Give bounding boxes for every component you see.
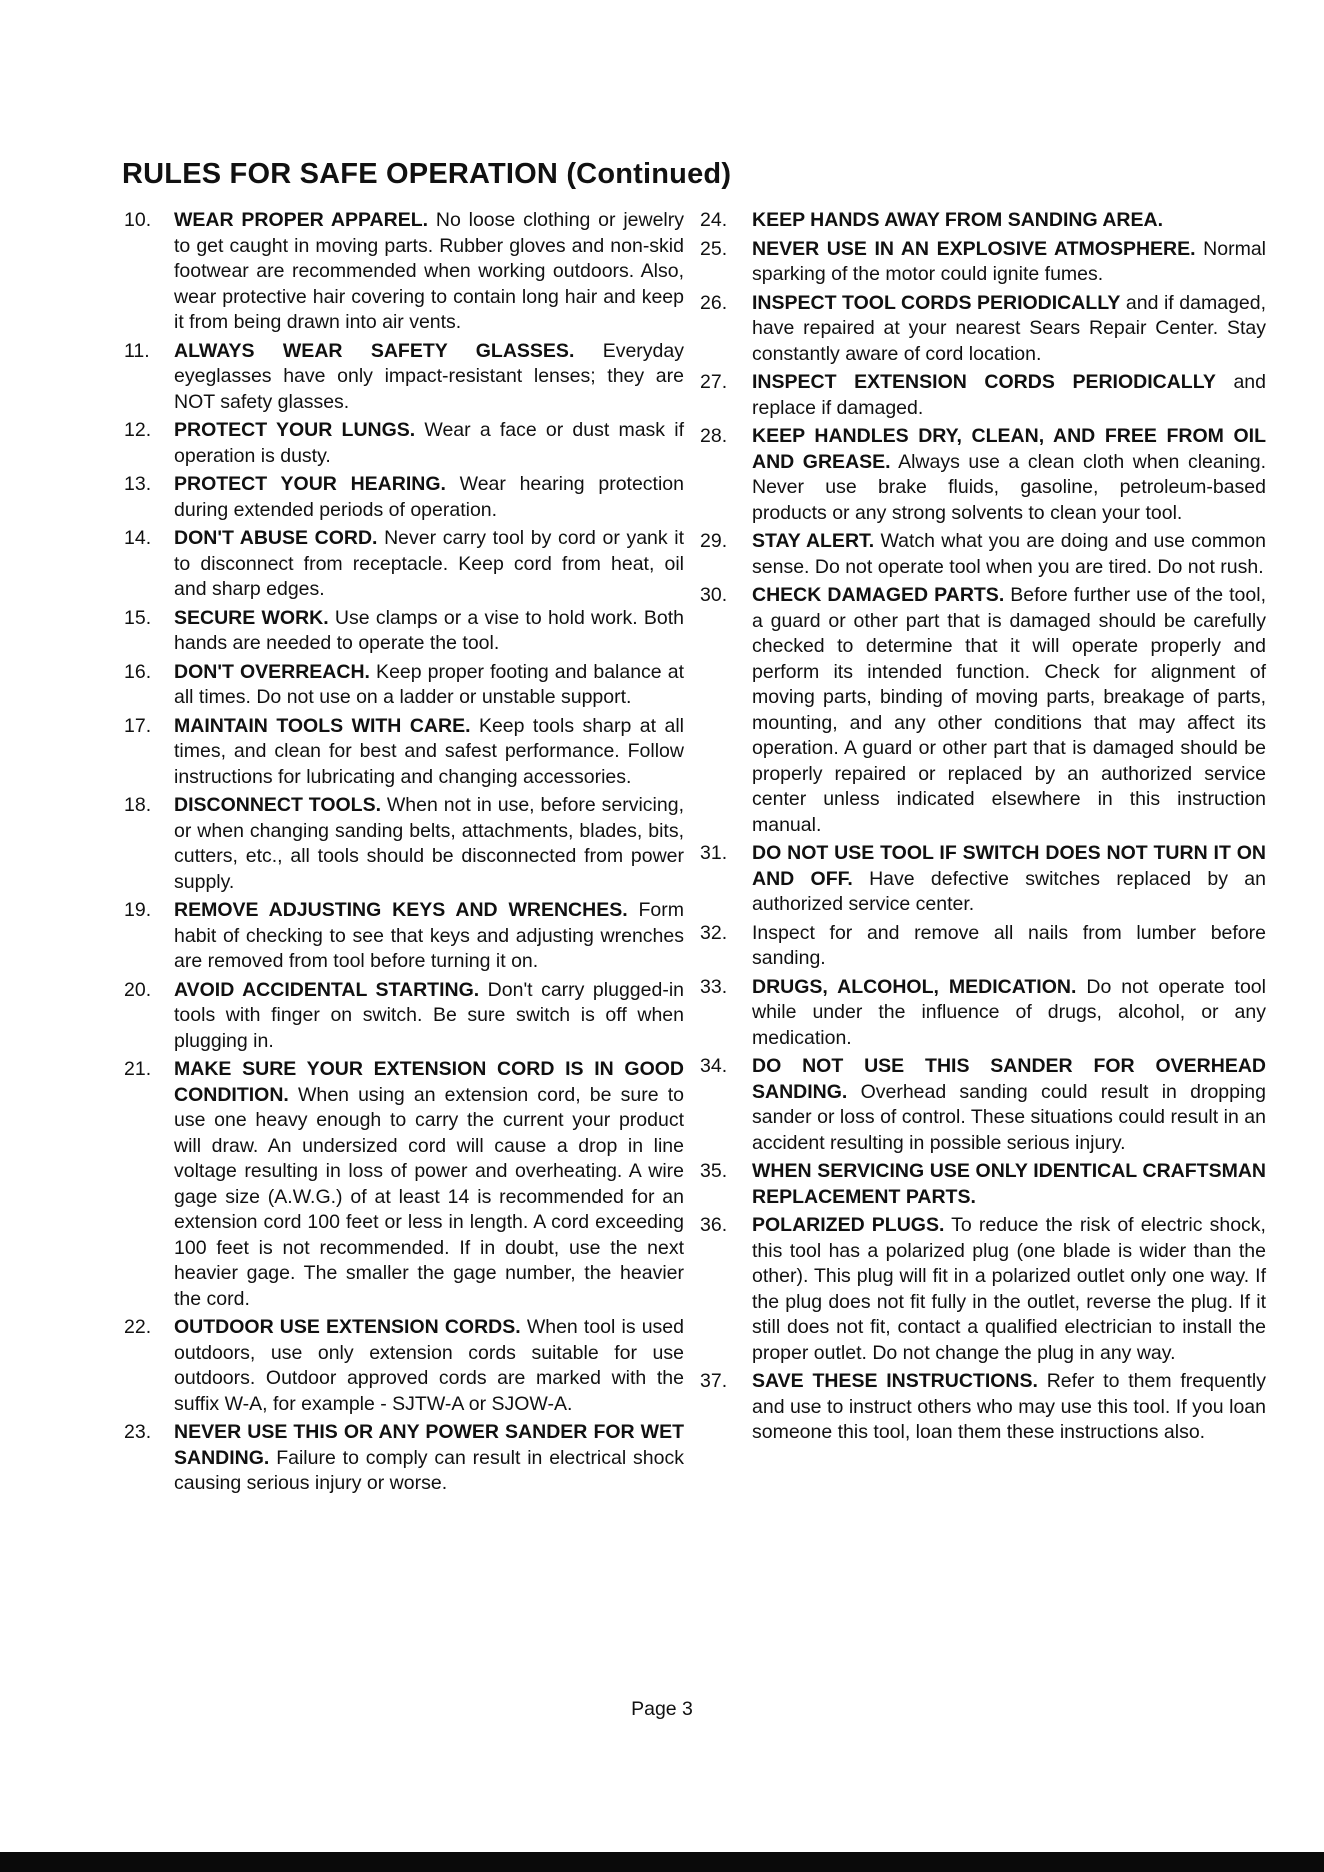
rule-number: 15. (124, 606, 152, 629)
rule-body: Wear hearing protection during extended periods of operation. (174, 473, 684, 521)
rule-body: To reduce the risk of electric shock, this tool has a polarized plug (one blade is wider than the other). This plug will fit in a polarized outlet only one way. If the plug does not fit fully in the outlet, reverse the plug. If it still does not fit, contact a qualified electrician to install the proper outlet. Do not change the plug in any way. (752, 1214, 1266, 1364)
rule-body: Never carry tool by cord or yank it to disconnect from receptacle. Keep cord from heat, oil and sharp edges. (174, 527, 684, 600)
rule-body: and if damaged, have repaired at your nearest Sears Repair Center. Stay constantly aware of cord location. (752, 291, 1266, 365)
rule-item (124, 472, 684, 523)
rule-item (124, 714, 684, 791)
rule-heading: INSPECT TOOL CORDS PERIODICALLY (752, 291, 1121, 314)
rule-item (124, 660, 684, 711)
rule-number: 12. (124, 419, 152, 441)
rule-heading: CHECK DAMAGED PARTS. (752, 584, 1005, 606)
rule-body: Do not operate tool while under the influence of drugs, alcohol, or any medication. (752, 975, 1266, 1049)
rule-number: 30. (700, 584, 728, 606)
rule-heading: ALWAYS WEAR SAFETY GLASSES. (174, 339, 575, 362)
rule-heading: NEVER USE THIS OR ANY POWER SANDER FOR WET SANDING. (174, 1421, 684, 1469)
rule-item (124, 418, 684, 469)
rule-item (700, 583, 1266, 838)
rule-body: Keep tools sharp at all times, and clean for best and safest performance. Follow instructions for lubricating and changing accessories. (174, 714, 684, 788)
rule-body: Overhead sanding could result in dropping sander or loss of control. These situations could result in an accident resulting in possible serious injury. (752, 1080, 1266, 1154)
rule-number: 11. (124, 339, 150, 362)
rule-number: 36. (700, 1214, 728, 1236)
rule-body: Always use a clean cloth when cleaning. Never use brake fluids, gasoline, petroleum-based products or any strong solvents to clean your tool. (752, 450, 1266, 524)
rule-heading: PROTECT YOUR LUNGS. (174, 419, 416, 441)
rule-heading: DO NOT USE THIS SANDER FOR OVERHEAD SANDING. (752, 1055, 1266, 1103)
rule-item (124, 606, 684, 657)
rule-item (124, 978, 684, 1055)
rule-heading: WEAR PROPER APPAREL. (174, 209, 429, 231)
rule-item (124, 526, 684, 603)
rule-number: 37. (700, 1370, 728, 1392)
rule-body: Have defective switches replaced by an authorized service center. (752, 867, 1266, 915)
rule-body: Wear a face or dust mask if operation is dusty. (174, 419, 684, 467)
rule-heading: DO NOT USE TOOL IF SWITCH DOES NOT TURN IT ON AND OFF. (752, 842, 1266, 890)
bottom-scan-edge (0, 1852, 1324, 1872)
rule-heading: DISCONNECT TOOLS. (174, 794, 382, 816)
rule-heading: POLARIZED PLUGS. (752, 1214, 945, 1236)
rule-heading: MAKE SURE YOUR EXTENSION CORD IS IN GOOD CONDITION. (174, 1058, 684, 1106)
rule-body: When not in use, before servicing, or when changing sanding belts, attachments, blades, bits, cutters, etc., all tools should be disconnected from power supply. (174, 794, 684, 893)
rule-body: When tool is used outdoors, use only extension cords suitable for use outdoors. Outdoor approved cords are marked with the suffix W-A, for example - SJTW-A or SJOW-A. (174, 1316, 684, 1415)
rule-number: 34. (700, 1055, 728, 1077)
rule-heading: MAINTAIN TOOLS WITH CARE. (174, 714, 471, 737)
rule-body: Watch what you are doing and use common sense. Do not operate tool when you are tired. Do not rush. (752, 530, 1266, 578)
rule-item (700, 424, 1266, 526)
rule-heading: DRUGS, ALCOHOL, MEDICATION. (752, 975, 1077, 998)
rule-item (124, 1420, 684, 1497)
rule-body: Normal sparking of the motor could ignite fumes. (752, 237, 1266, 285)
rule-item (700, 1213, 1266, 1366)
rule-item (700, 1159, 1266, 1210)
rule-body: No loose clothing or jewelry to get caught in moving parts. Rubber gloves and non-skid footwear are recommended when working outdoors. Also, wear protective hair covering to contain long hair and keep it from being drawn into air vents. (174, 209, 684, 333)
right-column (700, 208, 1266, 1449)
rule-number: 32. (700, 921, 728, 944)
rule-number: 23. (124, 1421, 152, 1443)
rule-item (700, 841, 1266, 918)
rule-item (124, 208, 684, 336)
rule-number: 27. (700, 371, 728, 393)
rule-heading: DON'T ABUSE CORD. (174, 527, 378, 549)
left-column (124, 208, 684, 1500)
page-title: RULES FOR SAFE OPERATION (Continued) (122, 158, 732, 190)
rule-item (700, 208, 1266, 234)
rule-number: 21. (124, 1058, 152, 1080)
rule-item (124, 793, 684, 895)
rule-body: and replace if damaged. (752, 371, 1266, 419)
rule-heading: AVOID ACCIDENTAL STARTING. (174, 978, 480, 1001)
rule-item (124, 1315, 684, 1417)
rule-body: Form habit of checking to see that keys and adjusting wrenches are removed from tool before turning it on. (174, 899, 684, 972)
rule-heading: WHEN SERVICING USE ONLY IDENTICAL CRAFTSMAN REPLACEMENT PARTS. (752, 1160, 1266, 1208)
rule-item (124, 1057, 684, 1312)
rule-body: Don't carry plugged-in tools with finger on switch. Be sure switch is off when plugging in. (174, 978, 684, 1052)
rule-heading: KEEP HANDS AWAY FROM SANDING AREA. (752, 209, 1164, 231)
rule-body: Refer to them frequently and use to instruct others who may use this tool. If you loan someone this tool, loan them these instructions also. (752, 1370, 1267, 1443)
rule-number: 17. (124, 714, 152, 737)
rule-heading: STAY ALERT. (752, 530, 875, 552)
rule-number: 18. (124, 794, 152, 816)
rule-number: 33. (700, 975, 728, 998)
rule-number: 20. (124, 978, 152, 1001)
rule-item (700, 529, 1266, 580)
rule-body: Inspect for and remove all nails from lumber before sanding. (752, 921, 1266, 969)
rule-number: 25. (700, 237, 728, 260)
rule-number: 24. (700, 209, 728, 231)
rule-heading: DON'T OVERREACH. (174, 660, 370, 683)
rule-number: 16. (124, 660, 152, 683)
rule-heading: NEVER USE IN AN EXPLOSIVE ATMOSPHERE. (752, 237, 1196, 260)
rule-number: 22. (124, 1316, 152, 1338)
rule-heading: KEEP HANDLES DRY, CLEAN, AND FREE FROM OIL AND GREASE. (752, 425, 1266, 473)
rule-number: 28. (700, 425, 728, 447)
rule-body: Failure to comply can result in electrical shock causing serious injury or worse. (174, 1446, 684, 1494)
rule-number: 29. (700, 530, 728, 552)
rule-number: 10. (124, 209, 152, 231)
rule-body: When using an extension cord, be sure to use one heavy enough to carry the current your product will draw. An undersized cord will cause a drop in line voltage resulting in loss of power and overheating. A wire gage size (A.W.G.) of at least 14 is recommended for an extension cord 100 feet or less in length. A cord exceeding 100 feet is not recommended. If in doubt, use the next heavier gage. The smaller the gage number, the heavier the cord. (174, 1083, 684, 1310)
rule-number: 13. (124, 473, 152, 495)
rule-item (124, 898, 684, 975)
rule-body: Before further use of the tool, a guard or other part that is damaged should be carefully checked to determine that it will operate properly and perform its intended function. Check for alignment of moving parts, binding of moving parts, breakage of parts, mounting, and any other conditions that may affect its operation. A guard or other part that is damaged should be properly repaired or replaced by an authorized service center unless indicated elsewhere in this instruction manual. (752, 584, 1266, 836)
rule-heading: INSPECT EXTENSION CORDS PERIODICALLY (752, 371, 1216, 393)
rule-item (700, 921, 1266, 972)
rule-item (700, 291, 1266, 368)
rule-number: 31. (700, 842, 728, 864)
rule-item (700, 370, 1266, 421)
rule-item (700, 1369, 1266, 1446)
rule-item (124, 339, 684, 416)
rule-heading: PROTECT YOUR HEARING. (174, 473, 446, 495)
rule-body: Everyday eyeglasses have only impact-resistant lenses; they are NOT safety glasses. (174, 339, 684, 413)
rule-heading: REMOVE ADJUSTING KEYS AND WRENCHES. (174, 899, 628, 921)
rule-item (700, 1054, 1266, 1156)
rule-body: Use clamps or a vise to hold work. Both hands are needed to operate the tool. (174, 606, 684, 654)
rule-number: 35. (700, 1160, 728, 1182)
rule-heading: OUTDOOR USE EXTENSION CORDS. (174, 1316, 521, 1338)
rule-heading: SAVE THESE INSTRUCTIONS. (752, 1370, 1038, 1392)
rule-number: 26. (700, 291, 728, 314)
rule-number: 14. (124, 527, 152, 549)
rule-item (700, 237, 1266, 288)
rule-body: Keep proper footing and balance at all times. Do not use on a ladder or unstable support. (174, 660, 684, 708)
rule-heading: SECURE WORK. (174, 606, 329, 629)
rule-item (700, 975, 1266, 1052)
page-number: Page 3 (631, 1698, 693, 1720)
rule-number: 19. (124, 899, 152, 921)
